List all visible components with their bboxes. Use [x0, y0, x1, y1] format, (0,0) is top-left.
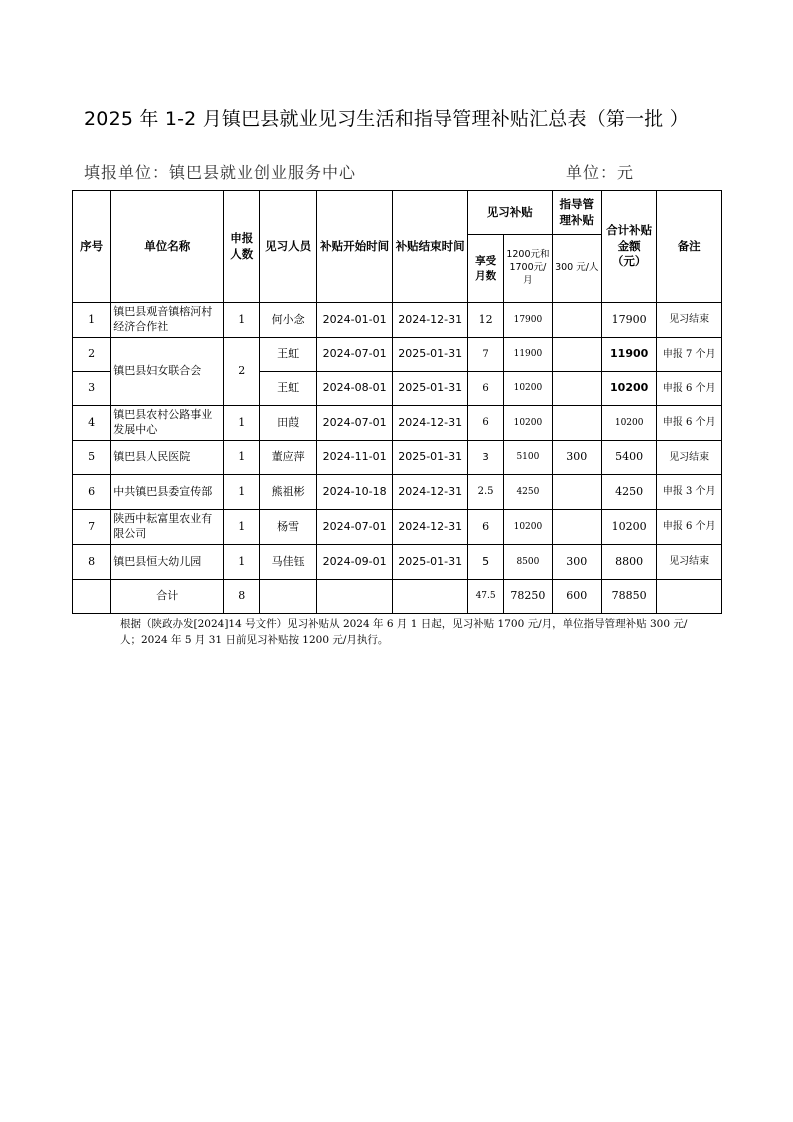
cell-seq: 3 [73, 372, 111, 406]
cell-name: 王虹 [260, 372, 316, 406]
cell-name: 王虹 [260, 338, 316, 372]
header-remark: 备注 [657, 191, 722, 303]
cell-months: 12 [467, 303, 503, 338]
cell-count: 1 [224, 441, 260, 475]
cell-subsidy: 10200 [504, 406, 552, 441]
cell-name-empty [260, 580, 316, 614]
cell-count: 1 [224, 406, 260, 441]
cell-remark: 申报 7 个月 [657, 338, 722, 372]
cell-name: 董应萍 [260, 441, 316, 475]
cell-remark: 见习结束 [657, 303, 722, 338]
cell-guidance [552, 303, 601, 338]
summary-count: 8 [224, 580, 260, 614]
cell-end: 2025-01-31 [393, 545, 468, 580]
cell-remark: 申报 6 个月 [657, 372, 722, 406]
cell-guidance [552, 372, 601, 406]
table-row [73, 406, 722, 441]
header-unit-name: 单位名称 [111, 191, 224, 303]
cell-guidance [552, 475, 601, 510]
table-row [73, 475, 722, 510]
cell-end: 2025-01-31 [393, 338, 468, 372]
cell-name: 田葭 [260, 406, 316, 441]
cell-unit: 陕西中耘富里农业有限公司 [111, 510, 224, 545]
summary-months: 47.5 [467, 580, 503, 614]
fill-unit: 填报单位：镇巴县就业创业服务中心 [84, 163, 357, 182]
summary-guidance: 600 [552, 580, 601, 614]
cell-remark: 见习结束 [657, 441, 722, 475]
cell-seq: 5 [73, 441, 111, 475]
cell-unit: 镇巴县农村公路事业发展中心 [111, 406, 224, 441]
cell-total: 11900 [601, 338, 656, 372]
summary-total: 78850 [601, 580, 656, 614]
table-row [73, 510, 722, 545]
table-row [73, 338, 722, 372]
table-row [73, 545, 722, 580]
cell-start: 2024-11-01 [316, 441, 393, 475]
cell-seq: 2 [73, 338, 111, 372]
header-start: 补贴开始时间 [316, 191, 393, 303]
footnote: 根据（陕政办发[2024]14 号文件）见习补贴从 2024 年 6 月 1 日起，见习补贴 1700 元/月，单位指导管理补贴 300 元/人；2024 年 5 月 31 日前见习补贴按 1200 元/月执行。 [120, 618, 688, 646]
header-end: 补贴结束时间 [393, 191, 468, 303]
cell-start: 2024-08-01 [316, 372, 393, 406]
cell-guidance [552, 338, 601, 372]
cell-subsidy: 8500 [504, 545, 552, 580]
cell-end: 2024-12-31 [393, 510, 468, 545]
cell-name: 马佳钰 [260, 545, 316, 580]
cell-remark: 申报 6 个月 [657, 406, 722, 441]
cell-seq: 4 [73, 406, 111, 441]
cell-subsidy: 10200 [504, 372, 552, 406]
cell-unit: 镇巴县恒大幼儿园 [111, 545, 224, 580]
cell-months: 6 [467, 372, 503, 406]
cell-guidance [552, 510, 601, 545]
table-row [73, 303, 722, 338]
cell-count: 1 [224, 475, 260, 510]
header-months: 享受月数 [467, 235, 503, 303]
currency-unit: 单位：元 [566, 163, 635, 182]
cell-count: 1 [224, 303, 260, 338]
cell-end: 2025-01-31 [393, 441, 468, 475]
cell-seq: 6 [73, 475, 111, 510]
cell-end-empty [393, 580, 468, 614]
cell-guidance: 300 [552, 441, 601, 475]
summary-row [73, 580, 722, 614]
header-count: 申报人数 [224, 191, 260, 303]
header-total: 合计补贴金额（元） [601, 191, 656, 303]
cell-name: 何小念 [260, 303, 316, 338]
header-trainee-subsidy: 见习补贴 [467, 191, 552, 235]
cell-seq: 8 [73, 545, 111, 580]
cell-months: 2.5 [467, 475, 503, 510]
cell-subsidy: 11900 [504, 338, 552, 372]
cell-start: 2024-09-01 [316, 545, 393, 580]
cell-guidance [552, 406, 601, 441]
cell-name: 杨雪 [260, 510, 316, 545]
cell-count: 2 [224, 338, 260, 406]
cell-unit: 镇巴县妇女联合会 [111, 338, 224, 406]
cell-end: 2024-12-31 [393, 475, 468, 510]
cell-total: 17900 [601, 303, 656, 338]
cell-total: 10200 [601, 510, 656, 545]
header-guidance: 指导管理补贴 [552, 191, 601, 235]
cell-total: 8800 [601, 545, 656, 580]
subsidy-table [72, 190, 722, 614]
cell-months: 3 [467, 441, 503, 475]
cell-unit: 中共镇巴县委宣传部 [111, 475, 224, 510]
cell-start: 2024-07-01 [316, 406, 393, 441]
cell-unit: 镇巴县人民医院 [111, 441, 224, 475]
cell-subsidy: 10200 [504, 510, 552, 545]
cell-months: 6 [467, 406, 503, 441]
cell-remark: 申报 6 个月 [657, 510, 722, 545]
cell-end: 2024-12-31 [393, 303, 468, 338]
cell-months: 5 [467, 545, 503, 580]
table-row [73, 441, 722, 475]
cell-start-empty [316, 580, 393, 614]
cell-months: 7 [467, 338, 503, 372]
cell-start: 2024-07-01 [316, 510, 393, 545]
cell-guidance: 300 [552, 545, 601, 580]
cell-start: 2024-10-18 [316, 475, 393, 510]
cell-count: 1 [224, 545, 260, 580]
cell-remark: 见习结束 [657, 545, 722, 580]
cell-subsidy: 17900 [504, 303, 552, 338]
cell-seq: 7 [73, 510, 111, 545]
cell-start: 2024-07-01 [316, 338, 393, 372]
cell-start: 2024-01-01 [316, 303, 393, 338]
document-title: 2025 年 1-2 月镇巴县就业见习生活和指导管理补贴汇总表（第一批 ） [84, 108, 689, 130]
summary-subsidy: 78250 [504, 580, 552, 614]
cell-name: 熊祖彬 [260, 475, 316, 510]
header-guidance-rate: 300 元/人 [552, 235, 601, 303]
cell-unit: 镇巴县观音镇榕河村经济合作社 [111, 303, 224, 338]
cell-count: 1 [224, 510, 260, 545]
header-seq: 序号 [73, 191, 111, 303]
header-row [73, 191, 722, 235]
cell-subsidy: 5100 [504, 441, 552, 475]
cell-remark-empty [657, 580, 722, 614]
header-rate: 1200元和1700元/月 [504, 235, 552, 303]
cell-subsidy: 4250 [504, 475, 552, 510]
cell-total: 4250 [601, 475, 656, 510]
summary-label: 合计 [111, 580, 224, 614]
cell-seq: 1 [73, 303, 111, 338]
cell-total: 10200 [601, 406, 656, 441]
cell-total: 10200 [601, 372, 656, 406]
cell-total: 5400 [601, 441, 656, 475]
header-trainee: 见习人员 [260, 191, 316, 303]
cell-end: 2024-12-31 [393, 406, 468, 441]
cell-seq-empty [73, 580, 111, 614]
cell-remark: 申报 3 个月 [657, 475, 722, 510]
cell-end: 2025-01-31 [393, 372, 468, 406]
cell-months: 6 [467, 510, 503, 545]
